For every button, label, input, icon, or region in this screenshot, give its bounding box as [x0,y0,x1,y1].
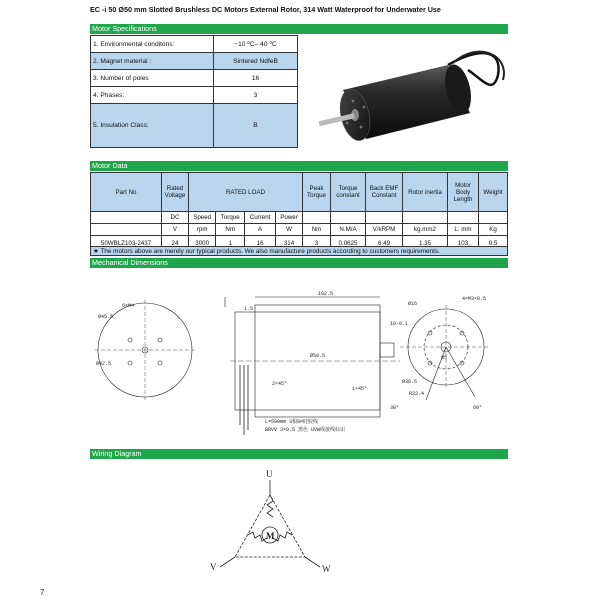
section-bar-wiring: Wiring Diagram [90,449,508,459]
header-rated-load: RATED LOAD [189,173,303,212]
data-cell: 3000 [189,236,216,251]
blank-cell [303,212,331,224]
dim-label: R22.4 [409,391,425,397]
dim-label: 1×45° [352,386,368,392]
spec-table [90,35,298,148]
dim-label: 60° [473,405,483,411]
unit-cell: Nm [303,224,331,236]
spec-label: 5. Insulation Class: [91,104,214,148]
data-cell: 3 [303,236,331,251]
dim-label: 30° [390,405,400,411]
unit-cell: Speed [189,212,216,224]
spec-value: −10 ⁰C– 40 ⁰C [214,36,298,53]
phase-label-w: W [322,564,331,574]
data-cell: 103 [448,236,479,251]
data-cell: 16 [245,236,276,251]
blank-cell [448,212,479,224]
dim-label: Ø5 [441,355,448,361]
header-rated-voltage: Rated Voltage [162,173,189,212]
header-torque-constant: Torque constant [331,173,366,212]
dim-label: 102.5 [318,291,334,297]
section-bar-data: Motor Data [90,161,508,171]
data-cell: 6.49 [366,236,403,251]
motor-data-table [90,172,508,251]
left-end-view [95,300,195,400]
document-title: EC -i 50 Ø50 mm Slotted Brushless DC Motors External Rotor, 314 Watt Waterproof for Underwater Use [90,5,441,14]
header-weight: Weight [479,173,508,212]
unit-cell: Torque [216,212,245,224]
unit-cell: L: mm [448,224,479,236]
dim-label: 4×M3×8.5 [462,296,487,302]
spec-label: 2. Magnet material : [91,53,214,70]
unit-cell: V/kRPM [366,224,403,236]
spec-label: 4. Phases: [91,87,214,104]
spec-value: Sintered NdfeB [214,53,298,70]
blank-cell [331,212,366,224]
section-bar-specs: Motor Specifications [90,24,508,34]
dim-label: Ø36.5 [402,379,418,385]
data-cell: 1.35 [403,236,448,251]
header-partno: Part No [91,173,162,212]
blank-cell [366,212,403,224]
blank-cell [479,212,508,224]
motor-photo [298,35,508,157]
phase-label-v: V [210,562,217,572]
unit-cell: rpm [189,224,216,236]
dim-label: Ø50.5 [310,353,326,359]
blank-cell [91,212,162,224]
dim-label: 10-0.1 [390,321,409,327]
dim-label: Ø42.5 [96,361,112,367]
data-cell: 24 [162,236,189,251]
wire-note: L=500mm 3根8#硅胶线 [265,419,319,425]
header-body-length: Motor Body Length [448,173,479,212]
dim-label: Ø45.5 [98,314,114,320]
phase-label-u: U [266,469,273,479]
unit-cell: A [245,224,276,236]
spec-value: B [214,104,298,148]
data-cell: 0.0625 [331,236,366,251]
unit-cell: Power [276,212,303,224]
spec-label: 3. Number of poles [91,70,214,87]
data-cell: 1 [216,236,245,251]
spec-value: 3 [214,87,298,104]
unit-cell: Kg [479,224,508,236]
mechanical-drawing [90,285,508,445]
note-line: ★ The motors above are merely our typical products. We also manufacture products according to customers requirements. [90,246,508,256]
section-bar-mechanical: Mechanical Dimensions [90,258,508,268]
dim-label: 2×45° [272,381,288,387]
header-rotor-inertia: Rotor inertia [403,173,448,212]
unit-cell: Current [245,212,276,224]
dim-label: Ø16 [408,301,418,307]
unit-cell: kg.mm2 [403,224,448,236]
unit-cell: V [162,224,189,236]
blank-cell [403,212,448,224]
motor-symbol-label: M [266,531,275,541]
wire-note: BRVV 3×0.5 黑色 UVW线接线标识 [265,427,346,433]
unit-cell: W [276,224,303,236]
data-cell: 0.5 [479,236,508,251]
header-backemf: Back EMF Constant [366,173,403,212]
unit-cell: DC [162,212,189,224]
unit-cell: Nm [216,224,245,236]
unit-cell: N.M/A [331,224,366,236]
data-cell: 314 [276,236,303,251]
right-end-view [390,296,490,411]
side-view [225,291,408,435]
spec-label: 1. Environmental conditons: [91,36,214,53]
blank-cell [91,224,162,236]
dim-label: 6×M4 [122,303,135,309]
header-peak-torque: Peak Torque [303,173,331,212]
spec-value: 16 [214,70,298,87]
page-number: 7 [40,588,45,597]
wiring-diagram [210,465,410,585]
data-cell: 50WBLZ103-2437 [91,236,162,251]
dim-label: 1.5 [244,306,254,312]
